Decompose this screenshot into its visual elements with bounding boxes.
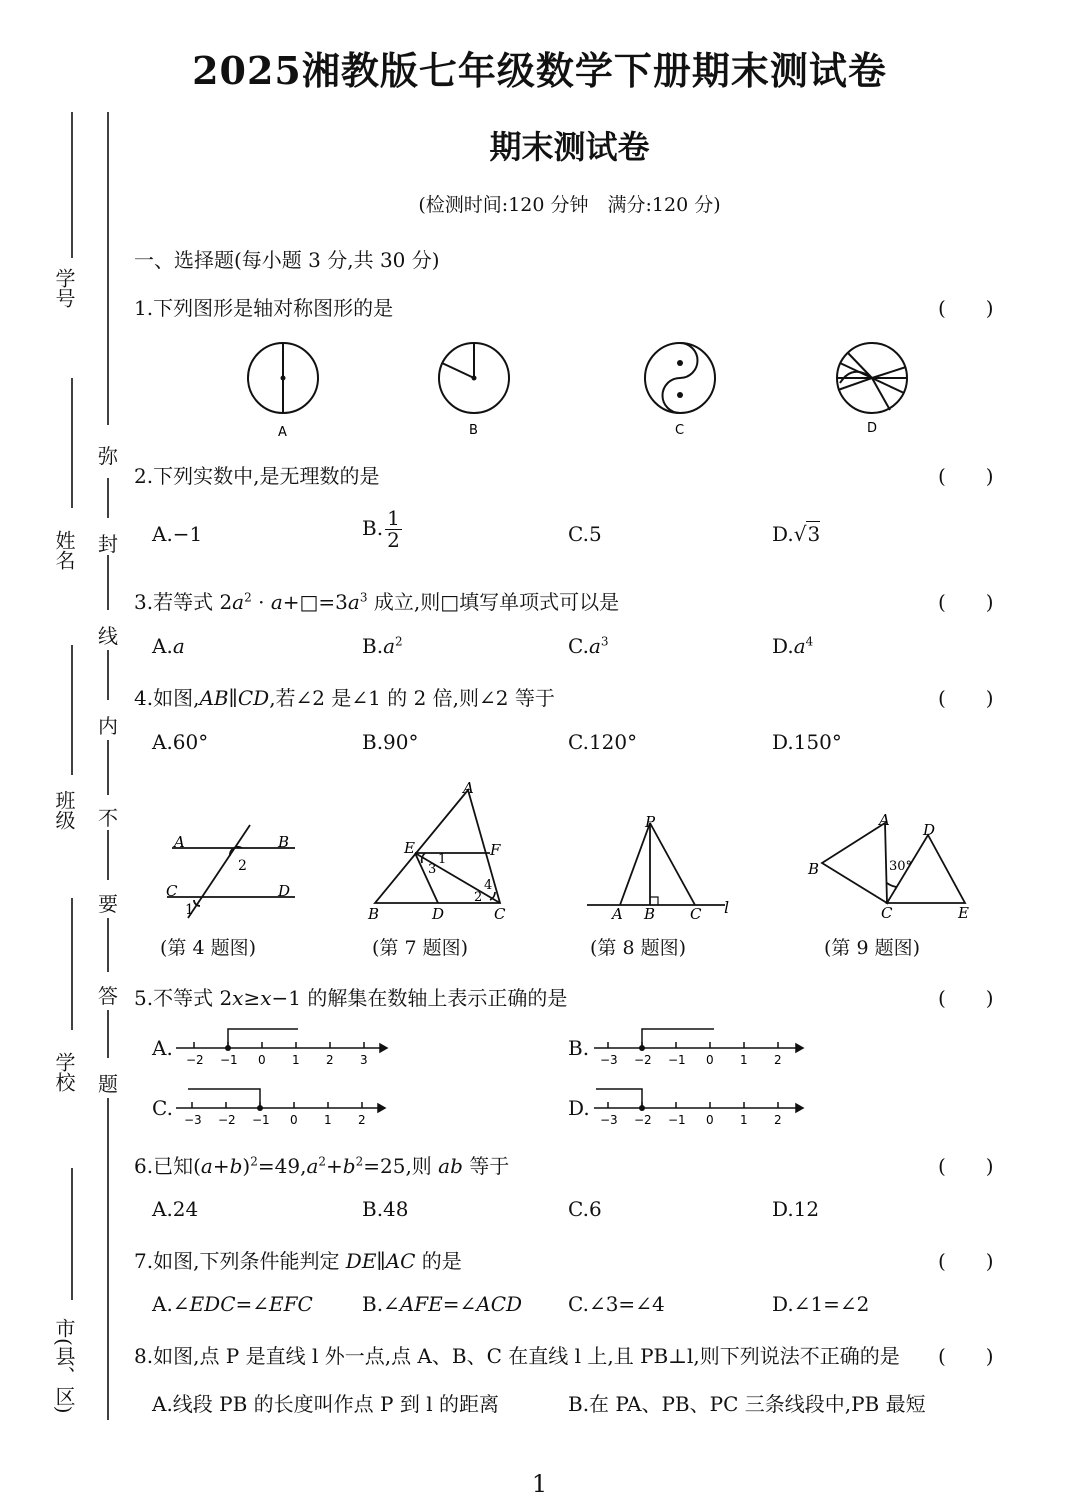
- fig4-angle-1: 1: [185, 902, 194, 918]
- city-label: 市(县、区): [52, 1318, 76, 1414]
- q4-option-d: D.150°: [772, 730, 842, 754]
- fig4-label-c: C: [166, 882, 178, 900]
- seal-char: 不: [98, 806, 118, 830]
- q4-option-c: C.120°: [568, 730, 638, 754]
- fig4-label-d: D: [278, 882, 291, 900]
- number-line-b: [590, 1024, 810, 1072]
- question-6-stem: 6.已知$(a+b)^2=49,a^2+b^2=25$,则 ab 等于: [134, 1154, 510, 1178]
- q1-label-d: D: [867, 421, 878, 436]
- exam-info: (检测时间:120 分钟 满分:120 分): [418, 194, 721, 216]
- question-4-stem: 4.如图,AB∥CD,若∠2 是∠1 的 2 倍,则∠2 等于: [134, 686, 555, 710]
- tick-label: 0: [290, 1113, 298, 1127]
- seal-char: 弥: [98, 444, 118, 468]
- fig7-angle-3: 3: [428, 862, 437, 877]
- fig9-label-d: D: [923, 821, 936, 839]
- fig9-angle: 30°: [889, 859, 913, 874]
- question-8-stem: 8.如图,点 P 是直线 l 外一点,点 A、B、C 在直线 l 上,且 PB⊥l,则下列说法不正确的是: [134, 1344, 900, 1368]
- tick-label: 2: [326, 1053, 334, 1067]
- binding-margin-lines: [0, 0, 130, 1508]
- answer-paren: ( ): [938, 590, 994, 614]
- fig7-angle-1: 1: [438, 852, 447, 867]
- tick-label: −3: [184, 1113, 202, 1127]
- tick-label: −2: [186, 1053, 204, 1067]
- number-line-d: [590, 1084, 810, 1132]
- question-3-stem: 3.若等式 $2a^2$ · $a+□=3a^3$ 成立,则□填写单项式可以是: [134, 590, 620, 614]
- fig7-label-d: D: [432, 905, 445, 923]
- tick-label: 1: [292, 1053, 300, 1067]
- tick-label: 1: [324, 1113, 332, 1127]
- q8-option-b: B.在 PA、PB、PC 三条线段中,PB 最短: [568, 1392, 926, 1416]
- question-1-stem: 1.下列图形是轴对称图形的是: [134, 296, 394, 320]
- fig9-label-e: E: [958, 904, 969, 922]
- q3-option-b: $B.a^2$: [362, 634, 403, 658]
- tick-label: −2: [634, 1113, 652, 1127]
- fig8-label-c: C: [690, 905, 702, 923]
- fig7-angle-2: 2: [474, 890, 483, 905]
- q3-option-d: $D.a^4$: [772, 634, 814, 658]
- answer-paren: ( ): [938, 296, 994, 320]
- q7-option-d: D.∠1=∠2: [772, 1292, 870, 1316]
- fig7-label-e: E: [404, 839, 415, 857]
- fig9-label-b: B: [808, 860, 820, 878]
- tick-label: 0: [706, 1053, 714, 1067]
- answer-paren: ( ): [938, 986, 994, 1010]
- fig8-label-b: B: [644, 905, 656, 923]
- tick-label: 0: [258, 1053, 266, 1067]
- q1-label-c: C: [675, 423, 685, 438]
- tick-label: −3: [600, 1053, 618, 1067]
- answer-paren: ( ): [938, 1154, 994, 1178]
- seal-char: 要: [98, 892, 118, 916]
- fig9-caption: (第 9 题图): [824, 937, 920, 959]
- q7-option-c: C.∠3=∠4: [568, 1292, 665, 1316]
- q6-option-b: B.48: [362, 1197, 409, 1221]
- q7-option-b: B.∠AFE=∠ACD: [362, 1292, 523, 1316]
- fig7-label-c: C: [494, 905, 506, 923]
- q8-option-a: A.线段 PB 的长度叫作点 P 到 l 的距离: [152, 1392, 499, 1416]
- tick-label: −3: [600, 1113, 618, 1127]
- seal-char: 内: [98, 714, 118, 738]
- fig7-label-f: F: [490, 841, 501, 859]
- sub-title: 期末测试卷: [489, 128, 650, 166]
- answer-paren: ( ): [938, 686, 994, 710]
- q2-option-d: D.√3: [772, 522, 821, 546]
- answer-paren: ( ): [938, 464, 994, 488]
- q6-option-a: A.24: [152, 1197, 199, 1221]
- tick-label: −2: [634, 1053, 652, 1067]
- answer-paren: ( ): [938, 1344, 994, 1368]
- q2-option-a: A.−1: [152, 522, 203, 546]
- tick-label: 2: [774, 1053, 782, 1067]
- fig9-label-c: C: [881, 904, 893, 922]
- q5-option-d-label: D.: [568, 1096, 590, 1120]
- fig4-label-a: A: [174, 833, 185, 851]
- question-1-figures: [230, 335, 930, 445]
- question-5-stem: 5.不等式 2x≥x−1 的解集在数轴上表示正确的是: [134, 986, 568, 1010]
- q1-label-b: B: [469, 423, 478, 438]
- tick-label: −1: [668, 1113, 686, 1127]
- name-label: 姓名: [52, 530, 76, 570]
- fig8-label-l: l: [724, 898, 730, 917]
- student-no-label: 学号: [52, 268, 76, 308]
- fig8-label-p: P: [645, 813, 656, 831]
- fig9-label-a: A: [879, 811, 890, 829]
- number-line-c: [172, 1084, 392, 1132]
- tick-label: 1: [740, 1113, 748, 1127]
- seal-char: 题: [98, 1072, 118, 1096]
- q6-option-c: C.6: [568, 1197, 602, 1221]
- q6-option-d: D.12: [772, 1197, 820, 1221]
- tick-label: −1: [668, 1053, 686, 1067]
- tick-label: 0: [706, 1113, 714, 1127]
- seal-char: 答: [98, 984, 118, 1008]
- q2-option-b: B. $\frac{1}{2}$: [362, 506, 400, 552]
- number-line-a: [172, 1024, 392, 1072]
- page-number: 1: [531, 1470, 548, 1498]
- q5-option-b-label: B.: [568, 1036, 590, 1060]
- fig8-label-a: A: [612, 905, 623, 923]
- fig7-angle-4: 4: [484, 878, 493, 893]
- q5-option-a-label: A.: [152, 1036, 173, 1060]
- fig4-label-b: B: [278, 833, 290, 851]
- answer-paren: ( ): [938, 1249, 994, 1273]
- fig4-angle-2: 2: [238, 858, 247, 874]
- question-7-stem: 7.如图,下列条件能判定 DE∥AC 的是: [134, 1249, 462, 1273]
- q1-label-a: A: [278, 425, 287, 440]
- fig7-label-b: B: [368, 905, 380, 923]
- q3-option-a: A.a: [152, 634, 185, 658]
- tick-label: 1: [740, 1053, 748, 1067]
- q3-option-c: $C.a^3$: [568, 634, 609, 658]
- q2-option-c: C.5: [568, 522, 602, 546]
- fig8-caption: (第 8 题图): [590, 937, 686, 959]
- question-2-stem: 2.下列实数中,是无理数的是: [134, 464, 380, 488]
- q5-option-c-label: C.: [152, 1096, 173, 1120]
- tick-label: 2: [774, 1113, 782, 1127]
- tick-label: 3: [360, 1053, 368, 1067]
- tick-label: −2: [218, 1113, 236, 1127]
- tick-label: −1: [220, 1053, 238, 1067]
- fig7-label-a: A: [463, 779, 474, 797]
- fig4-caption: (第 4 题图): [160, 937, 256, 959]
- figures-row: [150, 775, 980, 925]
- section-heading: 一、选择题(每小题 3 分,共 30 分): [134, 248, 440, 272]
- class-label: 班级: [52, 790, 76, 830]
- school-label: 学校: [52, 1052, 76, 1092]
- seal-char: 封: [98, 532, 118, 556]
- q7-option-a: A.∠EDC=∠EFC: [152, 1292, 313, 1316]
- seal-char: 线: [98, 624, 118, 648]
- tick-label: −1: [252, 1113, 270, 1127]
- tick-label: 2: [358, 1113, 366, 1127]
- q4-option-b: B.90°: [362, 730, 419, 754]
- fig7-caption: (第 7 题图): [372, 937, 468, 959]
- q4-option-a: A.60°: [152, 730, 209, 754]
- fraction: $\frac{1}{2}$: [387, 506, 400, 552]
- main-title: 2025湘教版七年级数学下册期末测试卷: [192, 48, 887, 93]
